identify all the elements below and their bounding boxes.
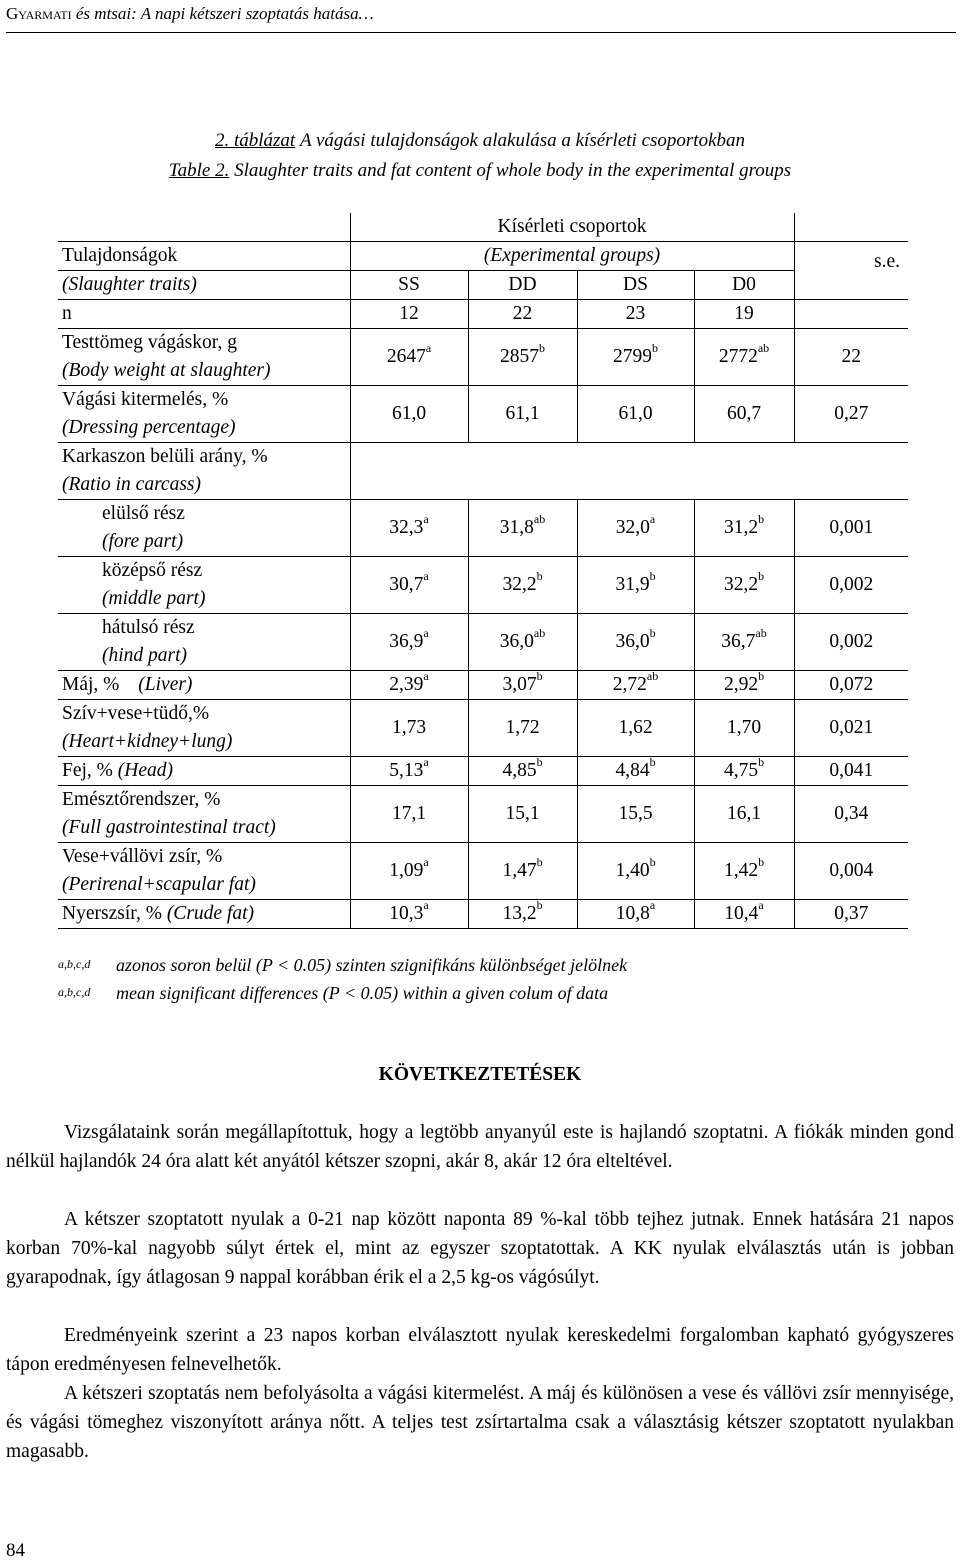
- trait-label-hu: Máj, %: [62, 674, 120, 695]
- n-cell: [468, 300, 577, 329]
- value-cell: [694, 786, 794, 843]
- se-value: 0,021: [829, 717, 874, 738]
- running-head: [6, 4, 374, 24]
- page-number: 84: [6, 1540, 25, 1561]
- paragraph: [6, 1379, 954, 1466]
- footnote-english: [58, 983, 609, 1004]
- footnote-hu-text: azonos soron belül (P < 0.05) szinten szignifikáns különbséget jelölnek: [116, 955, 628, 975]
- value-cell: [350, 786, 468, 843]
- value: 2857: [500, 346, 539, 367]
- value-cell: [694, 386, 794, 443]
- value: 1,70: [726, 717, 762, 738]
- traits-label-hu: Tulajdonságok: [62, 245, 178, 266]
- trait-label-en: (middle part): [102, 588, 206, 609]
- value-cell: [468, 386, 577, 443]
- value: 36,0: [499, 631, 534, 652]
- trait-label-hu: Testtömeg vágáskor, g: [62, 332, 237, 353]
- value: 10,4: [724, 903, 759, 924]
- empty-cell: [350, 443, 908, 500]
- trait-label-hu: Vágási kitermelés, %: [62, 389, 229, 410]
- significance-letter: b: [536, 855, 543, 869]
- value-cell: [468, 329, 577, 386]
- paragraph: [6, 1321, 954, 1379]
- se-cell: [794, 843, 908, 900]
- se-header: [794, 242, 908, 300]
- group-d0-header: [694, 271, 794, 300]
- value-cell: [350, 614, 468, 671]
- group-ss-header: [350, 271, 468, 300]
- n-label: n: [62, 303, 72, 324]
- caption-hu-text: A vágási tulajdonságok alakulása a kísérleti csoportokban: [299, 130, 746, 151]
- n-row: [58, 300, 908, 329]
- significance-letter: b: [649, 755, 656, 769]
- trait-label-cell: [58, 786, 350, 843]
- value-cell: [468, 757, 577, 786]
- value: 36,0: [615, 631, 650, 652]
- trait-label-hu: hátulsó rész: [102, 617, 195, 638]
- value-cell: [350, 671, 468, 700]
- value: 1,42: [723, 860, 759, 881]
- trait-label-cell: [58, 443, 350, 500]
- significance-letter: a: [423, 569, 429, 583]
- value: 2,92: [723, 674, 759, 695]
- n-value: 12: [399, 303, 419, 324]
- value-cell: [468, 557, 577, 614]
- value: 1,09: [389, 860, 424, 881]
- significance-letter: b: [758, 569, 765, 583]
- group-ds: DS: [623, 274, 648, 295]
- value: 60,7: [726, 403, 762, 424]
- value: 32,2: [723, 574, 759, 595]
- se-value: 22: [841, 346, 861, 367]
- value-cell: [468, 671, 577, 700]
- trait-label-en: (Dressing percentage): [62, 417, 236, 438]
- n-cell: [694, 300, 794, 329]
- trait-label-hu: Nyerszsír, %: [62, 903, 162, 924]
- value: 10,8: [615, 903, 650, 924]
- value-cell: [350, 757, 468, 786]
- trait-label-hu: Karkaszon belüli arány, %: [62, 446, 268, 467]
- significance-letter: b: [539, 341, 545, 355]
- value: 15,1: [505, 803, 540, 824]
- value: 4,85: [502, 760, 537, 781]
- table-header-row-1: [58, 213, 908, 242]
- table-row: [58, 500, 908, 557]
- trait-label-en: (Crude fat): [166, 903, 255, 924]
- table-row: [58, 843, 908, 900]
- trait-label-cell: [58, 843, 350, 900]
- significance-letter: ab: [646, 669, 659, 683]
- value: 5,13: [389, 760, 424, 781]
- significance-letter: ab: [755, 626, 767, 640]
- significance-letter: b: [758, 755, 765, 769]
- trait-label-en: (Ratio in carcass): [62, 474, 202, 495]
- significance-letter: b: [536, 755, 543, 769]
- significance-letter: b: [758, 669, 765, 683]
- se-cell: [794, 671, 908, 700]
- value-cell: [577, 386, 694, 443]
- table-row: [58, 786, 908, 843]
- trait-label-hu: Fej, %: [62, 760, 113, 781]
- value: 32,0: [615, 517, 650, 538]
- se-value: 0,072: [829, 674, 874, 695]
- value-cell: [468, 700, 577, 757]
- traits-header-en: [58, 271, 350, 300]
- paragraph: [6, 1118, 954, 1176]
- paragraph-text: A kétszeri szoptatás nem befolyásolta a vágási kitermelést. A máj és különösen a vese és vállövi zsír mennyisége, és vágási tömeghez viszonyított aránya nőtt. A teljes test zsírtartalma csak a választásig kétszer szoptatott nyulakban magasabb.: [6, 1383, 954, 1462]
- value: 30,7: [389, 574, 424, 595]
- value-cell: [577, 500, 694, 557]
- value: 31,8: [499, 517, 534, 538]
- trait-label-en: (Full gastrointestinal tract): [62, 817, 276, 838]
- significance-letter: ab: [757, 341, 770, 355]
- value-cell: [694, 671, 794, 700]
- n-value: 23: [625, 303, 646, 324]
- n-value: 19: [734, 303, 754, 324]
- table-row: [58, 671, 908, 700]
- value: 1,73: [391, 717, 427, 738]
- table-row: [58, 757, 908, 786]
- se-value: 0,004: [829, 860, 874, 881]
- trait-label-en: (Body weight at slaughter): [62, 360, 271, 381]
- header-empty-cell: [58, 213, 350, 242]
- value-cell: [350, 700, 468, 757]
- se-label: s.e.: [874, 251, 900, 272]
- n-se-cell: [794, 300, 908, 329]
- value-cell: [350, 843, 468, 900]
- se-cell: [794, 786, 908, 843]
- se-cell: [794, 329, 908, 386]
- value: 4,75: [723, 760, 759, 781]
- running-head-author: Gyarmati: [6, 4, 72, 23]
- se-cell: [794, 557, 908, 614]
- value-cell: [468, 500, 577, 557]
- value: 2799: [613, 346, 652, 367]
- trait-label-hu: Vese+vállövi zsír, %: [62, 846, 223, 867]
- n-label-cell: [58, 300, 350, 329]
- value: 31,9: [615, 574, 650, 595]
- trait-label-cell: [58, 757, 350, 786]
- value-cell: [350, 329, 468, 386]
- value: 32,2: [502, 574, 537, 595]
- n-cell: [350, 300, 468, 329]
- trait-label-cell: [58, 500, 350, 557]
- significance-letter: b: [649, 626, 656, 640]
- significance-letter: a: [423, 512, 429, 526]
- se-value: 0,002: [829, 574, 874, 595]
- value: 17,1: [391, 803, 427, 824]
- paragraph-text: Eredményeink szerint a 23 napos korban elválasztott nyulak kereskedelmi forgalomban kapható gyógyszeres tápon eredményesen felnevelhetők.: [6, 1325, 954, 1375]
- value-cell: [694, 614, 794, 671]
- significance-letter: a: [423, 755, 429, 769]
- value-cell: [694, 843, 794, 900]
- value: 36,7: [721, 631, 756, 652]
- value: 2772: [718, 346, 758, 367]
- value: 32,3: [389, 517, 424, 538]
- trait-label-cell: [58, 671, 350, 700]
- table-header-row-2: [58, 242, 908, 271]
- trait-label-hu: Emésztőrendszer, %: [62, 789, 221, 810]
- value-cell: [577, 757, 694, 786]
- se-cell: [794, 757, 908, 786]
- value: 1,47: [502, 860, 537, 881]
- footnote-en-text: mean significant differences (P < 0.05) within a given colum of data: [116, 983, 609, 1003]
- value-cell: [694, 329, 794, 386]
- trait-label-cell: [58, 700, 350, 757]
- value: 2,39: [389, 674, 424, 695]
- trait-label-cell: [58, 386, 350, 443]
- value: 1,40: [615, 860, 650, 881]
- group-ds-header: [577, 271, 694, 300]
- significance-letter: b: [652, 341, 658, 355]
- significance-letter: a: [423, 898, 429, 912]
- paragraph-text: A kétszer szoptatott nyulak a 0-21 nap között naponta 89 %-kal több tejhez jutnak. Ennek hatására 21 napos korban 70%-kal nagyobb súlyt értek el, mint az egyszer szoptatottak. A KK nyulak elválasztás után is jobban gyarapodnak, így átlagosan 9 nappal korábban érik el a 2,5 kg-os vágósúlyt.: [6, 1209, 954, 1288]
- value-cell: [350, 900, 468, 929]
- trait-label-en: (Head): [117, 760, 174, 781]
- value: 36,9: [389, 631, 424, 652]
- table-row: [58, 443, 908, 500]
- value-cell: [350, 557, 468, 614]
- significance-letter: b: [758, 512, 765, 526]
- significance-letter: a: [649, 898, 656, 912]
- traits-header-hu: [58, 242, 350, 271]
- header-empty-cell: [794, 213, 908, 242]
- significance-letter: b: [649, 569, 656, 583]
- significance-letter: a: [423, 626, 429, 640]
- caption-hungarian: [0, 130, 960, 152]
- caption-en-text: Slaughter traits and fat content of whole body in the experimental groups: [234, 160, 792, 181]
- trait-label-cell: [58, 900, 350, 929]
- significance-letter: a: [423, 855, 429, 869]
- table-header-row-3: [58, 271, 908, 300]
- value: 61,1: [505, 403, 540, 424]
- footnote-mark: a,b,c,d: [58, 985, 91, 999]
- trait-label-cell: [58, 614, 350, 671]
- group-dd: DD: [508, 274, 537, 295]
- value-cell: [577, 329, 694, 386]
- caption-english: [0, 160, 960, 182]
- trait-label-hu: középső rész: [102, 560, 203, 581]
- value-cell: [468, 843, 577, 900]
- value-cell: [694, 757, 794, 786]
- significance-letter: a: [423, 669, 429, 683]
- group-ss: SS: [398, 274, 420, 295]
- value-cell: [468, 786, 577, 843]
- group-label-en: (Experimental groups): [483, 245, 661, 266]
- value-cell: [694, 900, 794, 929]
- value: 16,1: [726, 803, 762, 824]
- significance-letter: a: [758, 898, 764, 912]
- table-body: [58, 213, 908, 929]
- caption-en-label: Table 2.: [168, 160, 230, 181]
- trait-label-en: (hind part): [102, 645, 188, 666]
- value-cell: [468, 900, 577, 929]
- trait-label-en: (Liver): [138, 674, 193, 695]
- significance-letter: b: [536, 669, 543, 683]
- traits-label-en: (Slaughter traits): [62, 274, 197, 295]
- trait-label-hu: elülső rész: [102, 503, 185, 524]
- value: 3,07: [502, 674, 537, 695]
- paragraph: [6, 1205, 954, 1292]
- group-label-hu: Kísérleti csoportok: [497, 216, 647, 237]
- value: 61,0: [618, 403, 653, 424]
- trait-label-cell: [58, 557, 350, 614]
- footnote-mark: a,b,c,d: [58, 957, 91, 971]
- value: 13,2: [502, 903, 537, 924]
- value: 1,62: [618, 717, 653, 738]
- value-cell: [350, 386, 468, 443]
- significance-letter: a: [649, 512, 656, 526]
- experimental-groups-header: [350, 213, 794, 242]
- header-rule: [6, 32, 956, 33]
- n-value: 22: [512, 303, 533, 324]
- se-value: 0,34: [834, 803, 869, 824]
- value: 15,5: [618, 803, 653, 824]
- value-cell: [350, 500, 468, 557]
- value: 4,84: [615, 760, 650, 781]
- value: 1,72: [505, 717, 540, 738]
- trait-label-cell: [58, 329, 350, 386]
- significance-letter: ab: [533, 626, 546, 640]
- slaughter-traits-table: [58, 213, 908, 929]
- value-cell: [577, 700, 694, 757]
- se-cell: [794, 500, 908, 557]
- table-row: [58, 386, 908, 443]
- significance-letter: ab: [533, 512, 546, 526]
- value-cell: [577, 843, 694, 900]
- se-cell: [794, 386, 908, 443]
- value: 31,2: [723, 517, 759, 538]
- value-cell: [577, 557, 694, 614]
- value: 2647: [386, 346, 426, 367]
- significance-letter: a: [425, 341, 432, 355]
- group-dd-header: [468, 271, 577, 300]
- experimental-groups-header-en: [350, 242, 794, 271]
- se-cell: [794, 900, 908, 929]
- caption-hu-label: 2. táblázat: [214, 130, 296, 151]
- significance-letter: b: [536, 569, 543, 583]
- value: 2,72: [612, 674, 647, 695]
- value: 10,3: [389, 903, 424, 924]
- value: 61,0: [391, 403, 427, 424]
- paragraph-text: Vizsgálataink során megállapítottuk, hogy a legtöbb anyanyúl este is hajlandó szoptatni. A fiókák minden gond nélkül hajlandók 24 óra alatt két anyától kétszer szopni, akár 8, akár 12 óra elteltével.: [6, 1122, 954, 1172]
- trait-label-en: (Perirenal+scapular fat): [62, 874, 256, 895]
- n-cell: [577, 300, 694, 329]
- se-value: 0,002: [829, 631, 874, 652]
- trait-label-en: (fore part): [102, 531, 184, 552]
- running-head-rest: és mtsai: A napi kétszeri szoptatás hatása…: [75, 4, 374, 23]
- trait-label-en: (Heart+kidney+lung): [62, 731, 233, 752]
- table-row: [58, 329, 908, 386]
- value-cell: [577, 900, 694, 929]
- se-value: 0,041: [829, 760, 874, 781]
- footnote-hungarian: [58, 955, 628, 976]
- value-cell: [577, 614, 694, 671]
- se-cell: [794, 614, 908, 671]
- section-title: KÖVETKEZTETÉSEK: [378, 1064, 582, 1085]
- table-row: [58, 614, 908, 671]
- significance-letter: b: [536, 898, 543, 912]
- se-cell: [794, 700, 908, 757]
- value-cell: [577, 786, 694, 843]
- table-row: [58, 700, 908, 757]
- se-value: 0,37: [834, 903, 869, 924]
- value-cell: [694, 500, 794, 557]
- significance-letter: b: [649, 855, 656, 869]
- trait-label-hu: Szív+vese+tüdő,%: [62, 703, 210, 724]
- value-cell: [694, 700, 794, 757]
- value-cell: [694, 557, 794, 614]
- group-d0: D0: [732, 274, 756, 295]
- significance-letter: b: [758, 855, 765, 869]
- se-value: 0,001: [829, 517, 874, 538]
- table-row: [58, 557, 908, 614]
- table-row: [58, 900, 908, 929]
- value-cell: [577, 671, 694, 700]
- se-value: 0,27: [834, 403, 869, 424]
- value-cell: [468, 614, 577, 671]
